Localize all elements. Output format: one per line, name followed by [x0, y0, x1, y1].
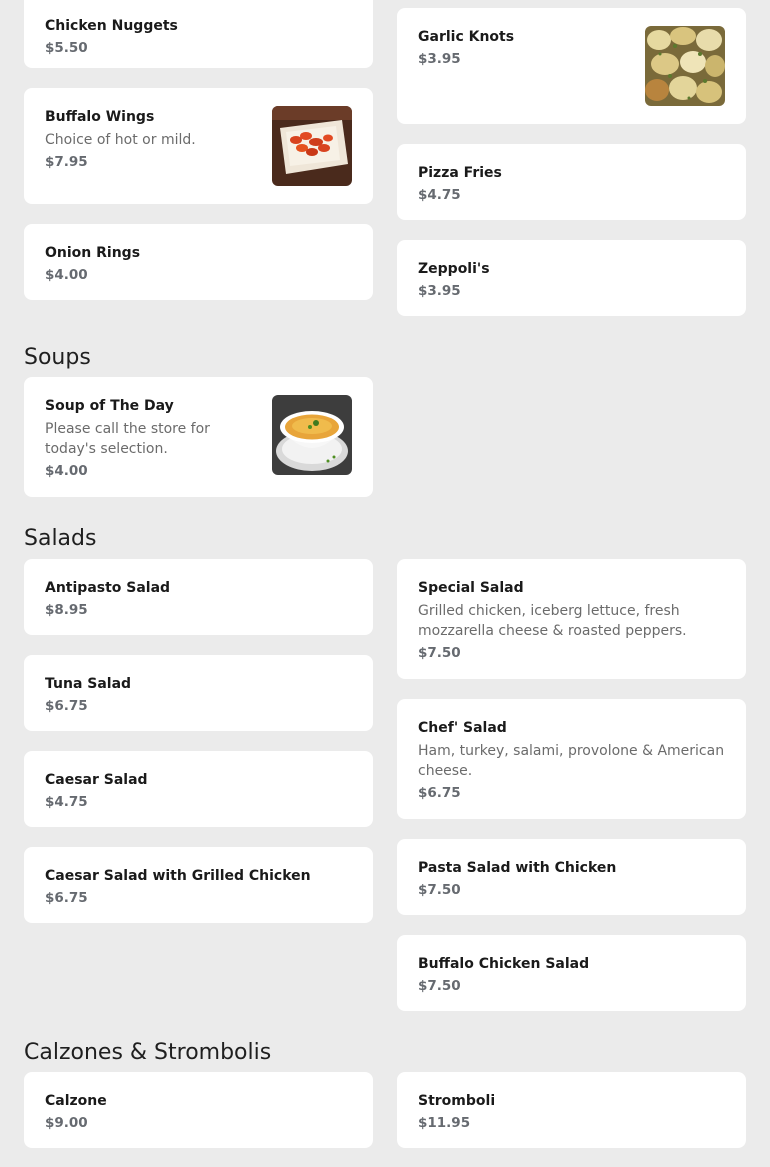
item-price: $9.00 [45, 1115, 88, 1131]
item-name: Buffalo Chicken Salad [418, 956, 590, 972]
item-name: Tuna Salad [45, 676, 132, 692]
section-title-salads: Salads [24, 526, 97, 551]
section-title-soups: Soups [24, 345, 91, 370]
menu-item-soup-of-the-day[interactable] [24, 377, 373, 497]
garlic-knots-photo [645, 26, 725, 106]
menu-item-caesar-salad[interactable] [24, 751, 373, 827]
item-price: $5.50 [45, 40, 88, 56]
item-description: Grilled chicken, iceberg lettuce, fresh mozzarella cheese & roasted peppers. [418, 603, 687, 639]
menu-item-special-salad[interactable] [397, 559, 746, 679]
menu-item-chicken-nuggets[interactable] [24, 0, 373, 68]
item-description: Ham, turkey, salami, provolone & American cheese. [418, 743, 725, 779]
item-price: $7.50 [418, 978, 461, 994]
menu-item-tuna-salad[interactable] [24, 655, 373, 731]
item-price: $7.95 [45, 154, 88, 170]
item-name: Buffalo Wings [45, 109, 155, 125]
item-name: Garlic Knots [418, 29, 515, 45]
item-description: Please call the store for today's selection. [45, 421, 210, 457]
menu-item-onion-rings[interactable] [24, 224, 373, 300]
item-name: Chicken Nuggets [45, 18, 178, 34]
item-price: $6.75 [45, 890, 88, 906]
item-name: Stromboli [418, 1093, 496, 1109]
item-price: $4.75 [45, 794, 88, 810]
menu-item-zeppolis[interactable] [397, 240, 746, 316]
menu-item-antipasto-salad[interactable] [24, 559, 373, 635]
menu-item-caesar-salad-with-grilled-chicken[interactable] [24, 847, 373, 923]
menu-item-pizza-fries[interactable] [397, 144, 746, 220]
item-price: $6.75 [418, 785, 461, 801]
item-price: $8.95 [45, 602, 88, 618]
item-price: $4.75 [418, 187, 461, 203]
item-price: $4.00 [45, 463, 88, 479]
menu-item-buffalo-wings[interactable] [24, 88, 373, 204]
item-name: Chef' Salad [418, 720, 507, 736]
item-name: Zeppoli's [418, 261, 490, 277]
item-description: Choice of hot or mild. [45, 132, 196, 148]
item-price: $6.75 [45, 698, 88, 714]
item-name: Special Salad [418, 580, 524, 596]
item-name: Caesar Salad with Grilled Chicken [45, 868, 311, 884]
item-name: Calzone [45, 1093, 107, 1109]
item-name: Caesar Salad [45, 772, 148, 788]
menu-item-pasta-salad-with-chicken[interactable] [397, 839, 746, 915]
menu-item-garlic-knots[interactable] [397, 8, 746, 124]
section-title-calzones-strombolis: Calzones & Strombolis [24, 1040, 272, 1065]
menu-item-chefs-salad[interactable] [397, 699, 746, 819]
item-price: $7.50 [418, 882, 461, 898]
soup-bowl-photo [272, 395, 352, 475]
item-price: $4.00 [45, 267, 88, 283]
item-price: $11.95 [418, 1115, 471, 1131]
item-price: $7.50 [418, 645, 461, 661]
item-name: Pasta Salad with Chicken [418, 860, 617, 876]
item-name: Antipasto Salad [45, 580, 171, 596]
item-name: Soup of The Day [45, 398, 174, 414]
item-price: $3.95 [418, 283, 461, 299]
menu-item-calzone[interactable] [24, 1072, 373, 1148]
item-name: Onion Rings [45, 245, 141, 261]
menu-item-stromboli[interactable] [397, 1072, 746, 1148]
menu-item-buffalo-chicken-salad[interactable] [397, 935, 746, 1011]
buffalo-wings-photo [272, 106, 352, 186]
item-name: Pizza Fries [418, 165, 502, 181]
item-price: $3.95 [418, 51, 461, 67]
